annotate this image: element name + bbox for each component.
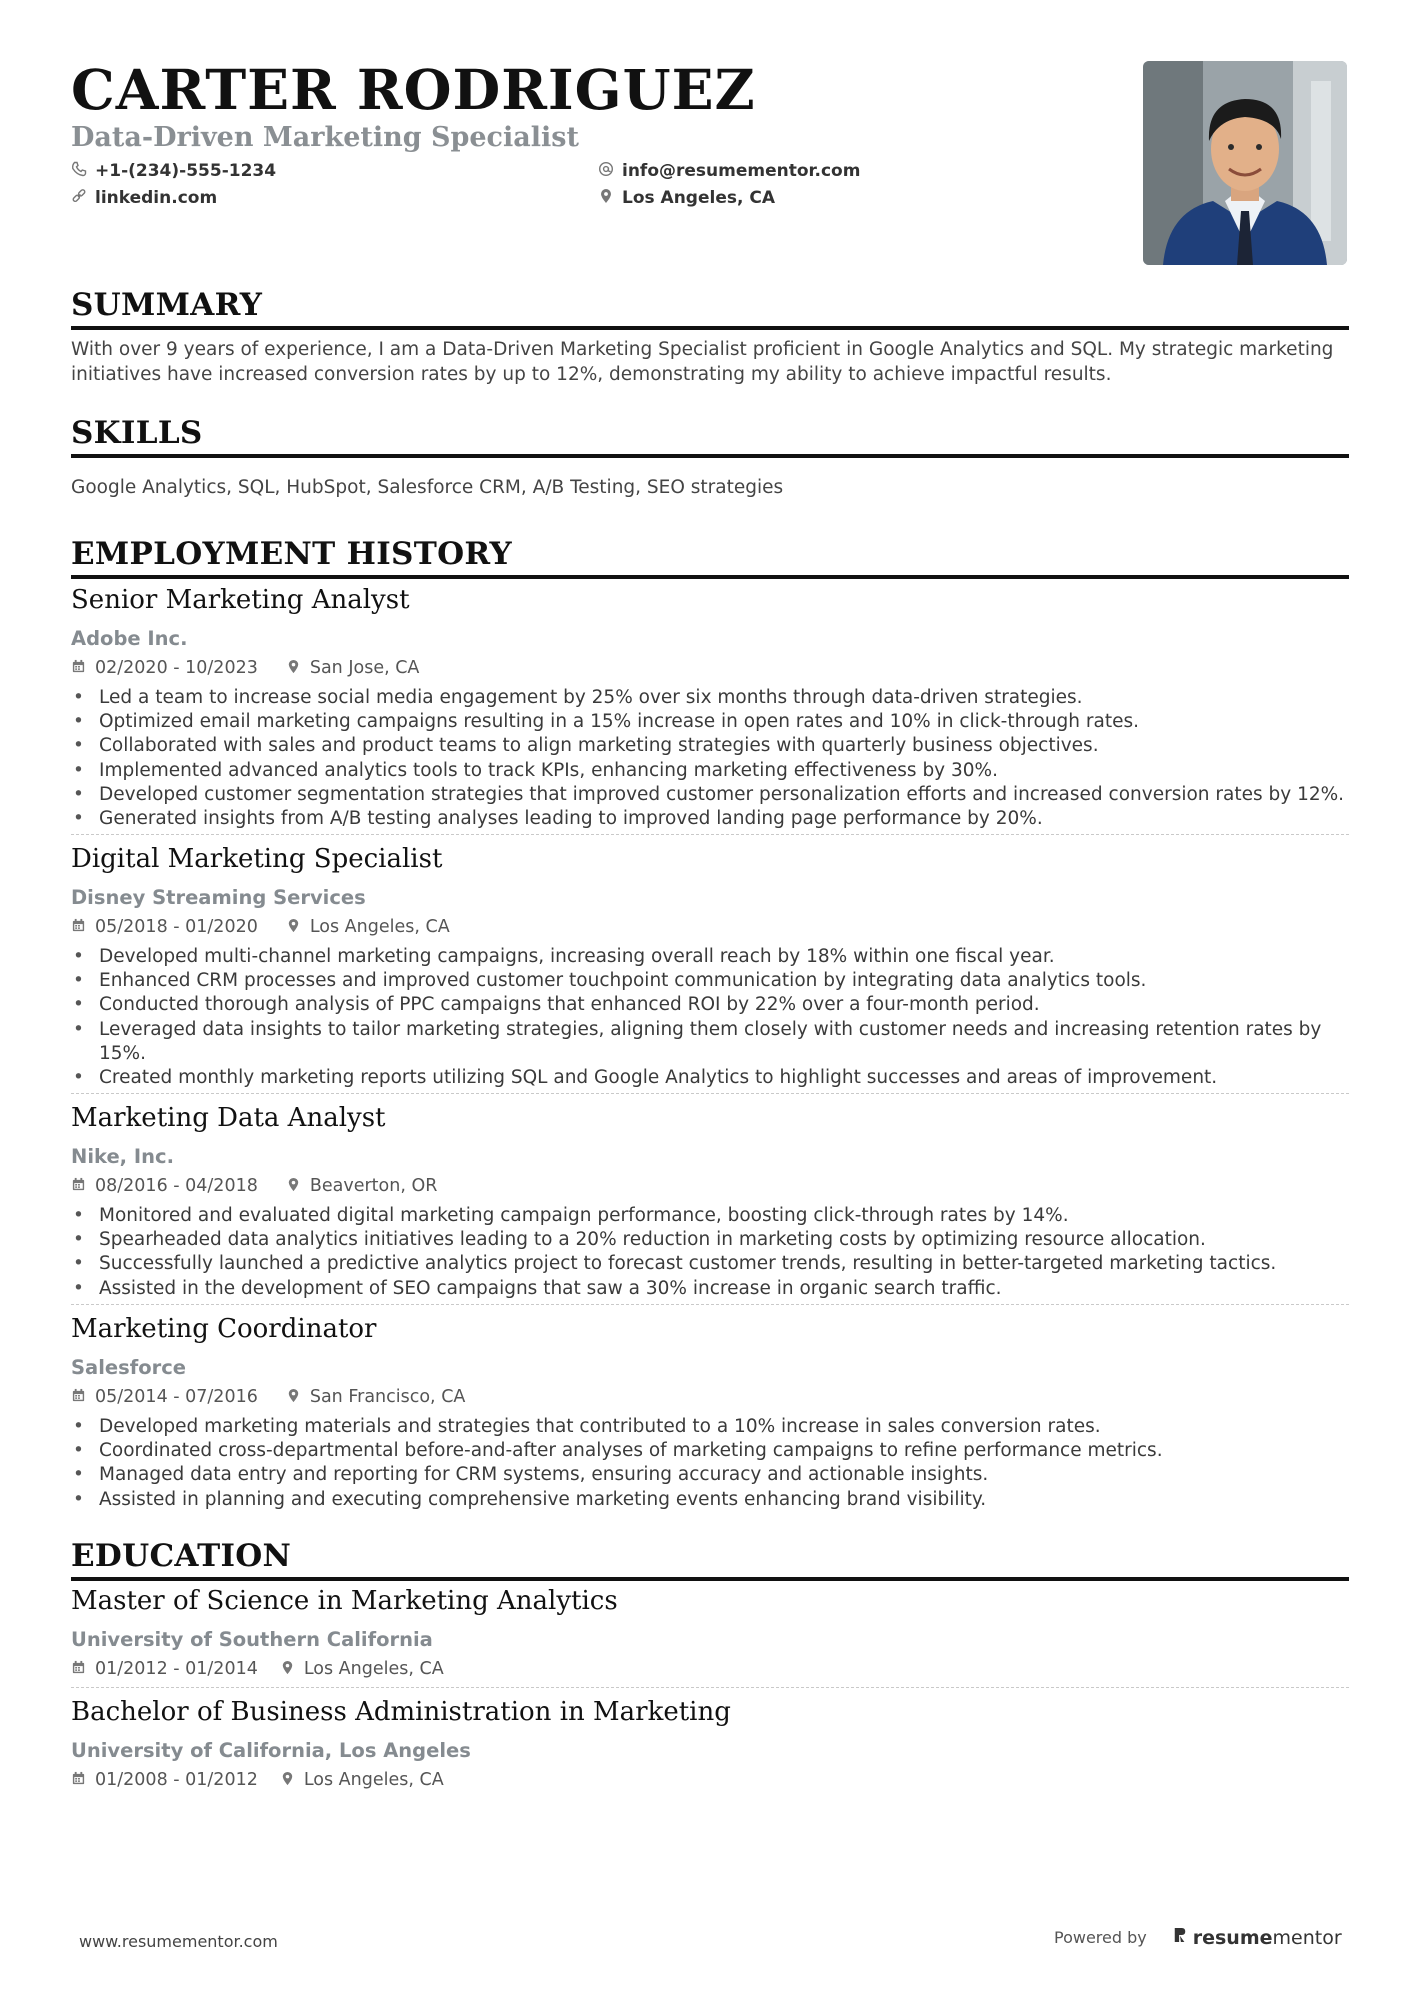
profile-photo [1143, 61, 1347, 265]
location-pin-icon [598, 188, 614, 208]
job-meta [71, 659, 1349, 679]
job-location: San Francisco, CA [309, 1386, 466, 1407]
job-dates: 02/2020 - 10/2023 [95, 657, 258, 678]
resumementor-logo[interactable] [1173, 1926, 1342, 1949]
employment-heading: EMPLOYMENT HISTORY [71, 539, 1349, 579]
summary-heading: SUMMARY [71, 290, 1349, 330]
list-item: • Leveraged data insights to tailor marketing strategies, aligning them closely with customer needs and increasing retention rates by 15%. [71, 1018, 1349, 1066]
job-entry [71, 846, 1349, 1090]
education-meta [71, 1771, 1349, 1791]
skills-text: Google Analytics, SQL, HubSpot, Salesforce CRM, A/B Testing, SEO strategies [71, 477, 784, 498]
job-meta [71, 1177, 1349, 1197]
education-dates: 01/2012 - 01/2014 [95, 1658, 258, 1679]
location-pin-icon [286, 918, 310, 938]
job-location: San Jose, CA [309, 657, 420, 678]
powered-by-label: Powered by [1054, 1928, 1147, 1947]
job-location: Beaverton, OR [309, 1175, 438, 1196]
school-name: University of Southern California [71, 1628, 433, 1651]
job-title: Digital Marketing Specialist [71, 844, 443, 874]
skills-section [71, 415, 1349, 500]
list-item: • Enhanced CRM processes and improved customer touchpoint communication by integrating data analytics tools. [71, 969, 1349, 993]
job-entry [71, 587, 1349, 831]
location-contact [598, 188, 775, 208]
education-location: Los Angeles, CA [303, 1658, 444, 1679]
job-title: Marketing Data Analyst [71, 1103, 386, 1133]
list-item: • Led a team to increase social media engagement by 25% over six months through data-driven strategies. [71, 686, 1349, 710]
education-meta [71, 1660, 1349, 1680]
education-entry [71, 1699, 1349, 1790]
calendar-icon [71, 1388, 95, 1408]
job-entry [71, 1105, 1349, 1301]
location-pin-icon [286, 659, 310, 679]
education-entry [71, 1588, 1349, 1679]
job-meta [71, 1388, 1349, 1408]
job-meta [71, 918, 1349, 938]
list-item: • Created monthly marketing reports utilizing SQL and Google Analytics to highlight successes and areas of improvement. [71, 1066, 1349, 1090]
calendar-icon [71, 659, 95, 679]
school-name: University of California, Los Angeles [71, 1739, 471, 1762]
job-company: Nike, Inc. [71, 1145, 174, 1168]
calendar-icon [71, 1660, 95, 1680]
location-text: Los Angeles, CA [622, 187, 775, 208]
education-location: Los Angeles, CA [303, 1769, 444, 1790]
list-item: • Spearheaded data analytics initiatives leading to a 20% reduction in marketing costs by optimizing resource allocation. [71, 1228, 1349, 1252]
education-heading: EDUCATION [71, 1541, 1349, 1581]
list-item: • Coordinated cross-departmental before-and-after analyses of marketing campaigns to refine performance metrics. [71, 1439, 1349, 1463]
entry-divider [71, 1093, 1349, 1094]
entry-divider [71, 1687, 1349, 1688]
summary-text: With over 9 years of experience, I am a Data-Driven Marketing Specialist proficient in Google Analytics and SQL. My strategic marketing initiatives have increased conversion rates by up to 12%, demonstrating my ability to achieve impactful results. [71, 339, 1334, 385]
footer-branding [1054, 1926, 1342, 1949]
list-item: • Successfully launched a predictive analytics project to forecast customer trends, resulting in better-targeted marketing tactics. [71, 1252, 1349, 1276]
location-pin-icon [286, 1177, 310, 1197]
job-dates: 08/2016 - 04/2018 [95, 1175, 258, 1196]
employment-section [71, 536, 1349, 579]
list-item: • Assisted in the development of SEO campaigns that saw a 30% increase in organic search traffic. [71, 1277, 1349, 1301]
job-entry [71, 1316, 1349, 1512]
list-item: • Developed customer segmentation strategies that improved customer personalization efforts and increased conversion rates by 12%. [71, 783, 1349, 807]
job-dates: 05/2018 - 01/2020 [95, 916, 258, 937]
job-company: Salesforce [71, 1356, 187, 1379]
phone-text[interactable]: +1-(234)-555-1234 [95, 160, 277, 181]
candidate-name: CARTER RODRIGUEZ [71, 57, 756, 122]
education-dates: 01/2008 - 01/2012 [95, 1769, 258, 1790]
linkedin-contact [71, 188, 217, 208]
job-title: Marketing Coordinator [71, 1314, 377, 1344]
email-text[interactable]: info@resumementor.com [622, 160, 861, 181]
phone-contact [71, 161, 276, 181]
degree-title: Master of Science in Marketing Analytics [71, 1586, 618, 1616]
list-item: • Collaborated with sales and product teams to align marketing strategies with quarterly business objectives. [71, 734, 1349, 758]
entry-divider [71, 834, 1349, 835]
location-pin-icon [280, 1771, 304, 1791]
calendar-icon [71, 918, 95, 938]
linkedin-text[interactable]: linkedin.com [95, 187, 218, 208]
summary-section [71, 287, 1349, 387]
job-company: Adobe Inc. [71, 627, 188, 650]
list-item: • Assisted in planning and executing comprehensive marketing events enhancing brand visibility. [71, 1488, 1349, 1512]
location-pin-icon [280, 1660, 304, 1680]
list-item: • Managed data entry and reporting for CRM systems, ensuring accuracy and actionable insights. [71, 1463, 1349, 1487]
skills-heading: SKILLS [71, 418, 1349, 458]
job-bullets [71, 1204, 1349, 1301]
location-pin-icon [286, 1388, 310, 1408]
calendar-icon [71, 1771, 95, 1791]
job-location: Los Angeles, CA [309, 916, 450, 937]
job-bullets [71, 686, 1349, 831]
job-bullets [71, 1415, 1349, 1512]
calendar-icon [71, 1177, 95, 1197]
at-icon [598, 161, 614, 181]
degree-title: Bachelor of Business Administration in Marketing [71, 1697, 731, 1727]
job-dates: 05/2014 - 07/2016 [95, 1386, 258, 1407]
link-icon [71, 188, 87, 208]
list-item: • Generated insights from A/B testing analyses leading to improved landing page performance by 20%. [71, 807, 1349, 831]
brand-text-bold: resume [1192, 1926, 1273, 1949]
list-item: • Developed marketing materials and strategies that contributed to a 10% increase in sales conversion rates. [71, 1415, 1349, 1439]
footer-website[interactable]: www.resumementor.com [79, 1932, 278, 1951]
job-bullets [71, 945, 1349, 1090]
list-item: • Developed multi-channel marketing campaigns, increasing overall reach by 18% within one fiscal year. [71, 945, 1349, 969]
email-contact [598, 161, 860, 181]
job-title: Senior Marketing Analyst [71, 585, 410, 615]
list-item: • Conducted thorough analysis of PPC campaigns that enhanced ROI by 22% over a four-month period. [71, 993, 1349, 1017]
resumementor-logo-icon [1173, 1926, 1187, 1949]
list-item: • Implemented advanced analytics tools to track KPIs, enhancing marketing effectiveness by 30%. [71, 759, 1349, 783]
candidate-role: Data-Driven Marketing Specialist [71, 122, 579, 153]
entry-divider [71, 1304, 1349, 1305]
phone-icon [71, 161, 87, 181]
list-item: • Monitored and evaluated digital marketing campaign performance, boosting click-through rates by 14%. [71, 1204, 1349, 1228]
list-item: • Optimized email marketing campaigns resulting in a 15% increase in open rates and 10% in click-through rates. [71, 710, 1349, 734]
job-company: Disney Streaming Services [71, 886, 366, 909]
education-section [71, 1538, 1349, 1581]
brand-text-light: mentor [1272, 1926, 1342, 1949]
